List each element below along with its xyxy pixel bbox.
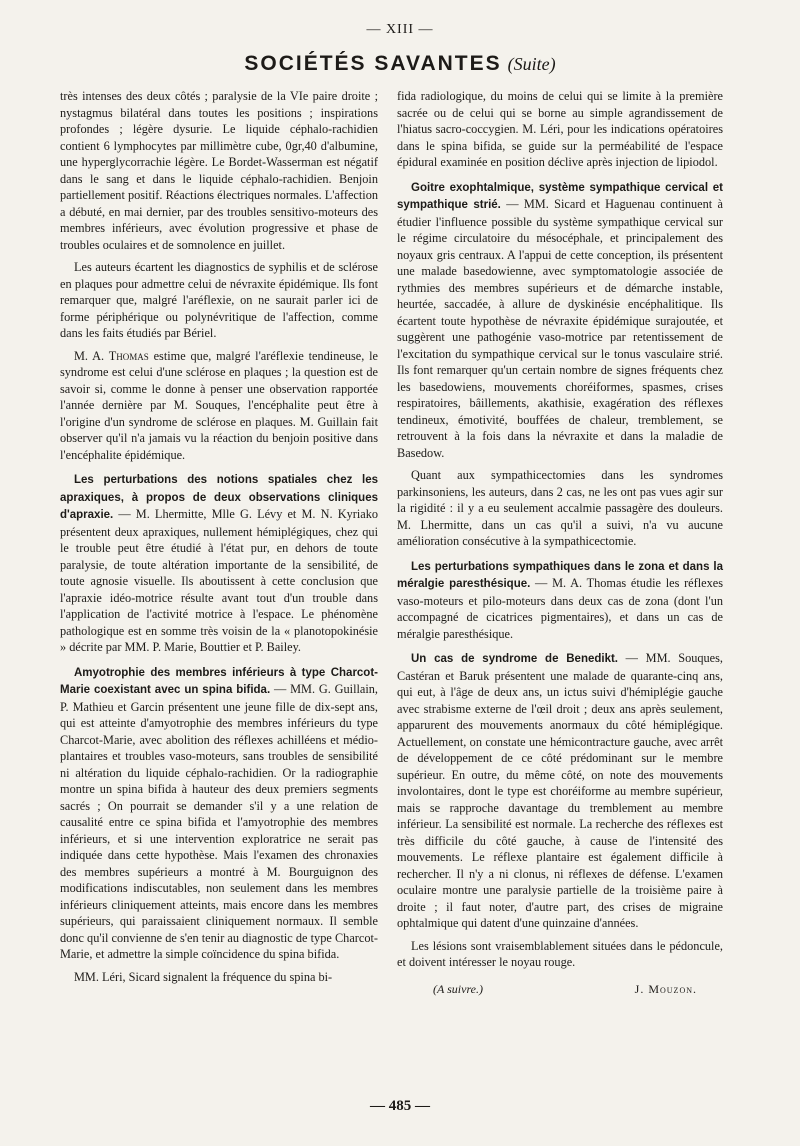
right-paragraph-sympathicectomies: Quant aux sympathicectomies dans les syndromes parkinsoniens, les auteurs, dans 2 cas, ne les ont pas vues agir sur la rigidité : il y a eu seulement accalmie passagère des douleurs. M. Lhermitte, dans un cas qu'il a suivi, n'a vu aucune amélioration consécutive à la sympathicectomie. (397, 468, 723, 548)
left-paragraph-3-name: M. A. Thomas (74, 348, 149, 363)
right-paragraph-1: fida radiologique, du moins de celui qui se limite à la première sacrée ou de celui qui se borne au simple agrandissement de l'hiatus sacro-coccygien. M. Léri, pour les indications opératoires dans le spina bifida, se guide sur la perméabilité de l'espace épidural examinée en position déclive après injection de lipiodol. (397, 89, 723, 169)
left-section-amyotrophie (60, 664, 378, 963)
page-number: — 485 — (370, 1098, 430, 1114)
roman-page-number: — XIII — (366, 22, 434, 37)
right-column (397, 88, 723, 997)
right-section-benedikt (397, 650, 723, 932)
section-title (0, 52, 800, 76)
right-section-goitre (397, 179, 723, 462)
left-paragraph-last: MM. Léri, Sicard signalent la fréquence du spina bi- (74, 969, 333, 984)
signature-line (397, 977, 723, 998)
left-column (60, 88, 378, 991)
zona-text: — M. A. Thomas étudie les réflexes vaso-moteurs et pilo-moteurs dans deux cas de zona (dont l'un accompagné de cicatrices pigmentaires), et dans un cas de méralgie paresthésique. (397, 576, 723, 641)
amyotrophie-text: — MM. G. Guillain, P. Mathieu et Garcin présentent une jeune fille de dix-sept ans, qui est atteinte d'amyotrophie des membres inférieurs du type Charcot-Marie, avec abolition des réflexes achilléens et médio-plantaires et troubles vaso-moteurs, sans troubles de sensibilité ni altération du liquide céphalo-rachidien. Or la radiographie montre un spina bifida à hauteur des deux premiers segments sacrés ; On pourrait se demander s'il y a une relation de causalité entre ce spina bifida et l'amyotrophie des membres inférieurs, et si une intervention exploratrice ne serait pas indiquée dans cette hypothèse. Mais l'examen des chronaxies des membres supérieurs a montré à M. Bourguignon des modifications indiscutables, non seulement dans les membres inférieurs cliniquement atteints, mais encore dans les membres supérieurs, qui paraissaient cliniquement normaux. Il semble donc qu'il convienne de s'en tenir au diagnostic de type Charcot-Marie, et admettre la simple coïncidence du spina bifida. (60, 682, 378, 961)
to-be-continued: (A suivre.) (433, 981, 483, 996)
left-paragraph-3 (60, 348, 378, 464)
section-title-suite: (Suite) (507, 54, 556, 74)
left-section-apraxie (60, 471, 378, 656)
left-paragraph-3-text: estime que, malgré l'aréflexie tendineuse, le syndrome est celui d'une sclérose en plaques ; la question est de savoir si, comme le donne à penser une observation rapportée l'année dernière par M. Souques, l'encéphalite peut être à l'origine d'un syndrome de sclérose en plaques. M. Guillain fait observer qu'il n'a jamais vu la réaction du benjoin positive dans l'encéphalite épidémique. (60, 348, 378, 462)
apraxie-heading: Les perturbations des notions spatiales chez les apraxiques, à propos de deux observations cliniques d'apraxie. (60, 474, 378, 521)
benedikt-text: — MM. Souques, Castéran et Baruk présentent une malade de quarante-cinq ans, qui eut, à l'âge de deux ans, un ictus suivi d'hémiplégie gauche avec strabisme externe de l'œil droit ; deux ans après seulement, apparurent des mouvements anormaux du côté hémiplégique. Actuellement, on constate une hémicontracture gauche, avec arrêt de développement de ce côté prédominant sur le membre supérieur. En outre, du même côté, on note des mouvements involontaires, dont le type est choréiforme au membre supérieur, mais se rapproche davantage du tremblement au membre inférieur. La sensibilité est normale. La recherche des réflexes est très difficile du côté gauche, à cause de l'intensité des mouvements. Le réflexe plantaire est également difficile à rechercher. Il n'y a ni clonus, ni réflexes de défense. L'examen oculaire montre une paralysie partielle de la troisième paire à droite ; il faut noter, d'autre part, des crises de migraine ophtalmique qui datent d'une quinzaine d'années. (397, 651, 723, 930)
goitre-heading: Goitre exophtalmique, système sympathique cervical et sympathique strié. (397, 181, 723, 211)
zona-heading: Les perturbations sympathiques dans le zona et dans la méralgie paresthésique. (397, 560, 723, 590)
left-paragraph-1: très intenses des deux côtés ; paralysie de la VIe paire droite ; nystagmus bilatéral dans toutes les positions ; inspirations profondes ; légère dysurie. Le liquide céphalo-rachidien contient 6 lymphocytes par millimètre cube, 0gr,40 d'albumine, une hyperglycorrachie légère. Le Bordet-Wasserman est négatif dans le sang et dans le liquide céphalo-rachidien. Benjoin partiellement positif. Réactions électriques normales. L'affection a débuté, en mai dernier, par des troubles sensitivo-moteurs des membres inférieurs, avec évolution progressive et phase de troubles oculaires et de somnolence en juillet. (60, 89, 378, 252)
section-title-text: SOCIÉTÉS SAVANTES (244, 52, 502, 75)
goitre-text: — MM. Sicard et Haguenau continuent à étudier l'influence possible du système sympathique cervical sur le régime circulatoire du mésocéphale, et principalement des noyaux gris centraux. A l'appui de cette conception, ils présentent une malade basedowienne, avec symptomatologie associée de rythmies des membres supérieurs et de démarche instable, heurtée, saccadée, à allure de dyskinésie encéphalitique. Ils écartent toute hypothèse de névraxite épidémique surajoutée, et suggèrent une pathogénie vaso-motrice par retentissement de l'excitation du sympathique cervical sur le tonus vasculaire strié. Ils font remarquer qu'un certain nombre de signes fréquents chez les basedowiens, mouvements choréiformes, spasmes, crises respiratoires, bâillements, akathisie, exagération des réflexes tendineux, émotivité, bouffées de chaleur, tremblement, se retrouvent à la fois dans la névraxite et dans la maladie de Basedow. (397, 197, 723, 460)
benedikt-heading: Un cas de syndrome de Benedikt. (411, 653, 619, 665)
apraxie-text: — M. Lhermitte, Mlle G. Lévy et M. N. Kyriako présentent deux apraxiques, nullement hémiplégiques, chez qui le trouble peut être étudié à l'état pur, en dehors de toute paralysie, de toute altération importante de la sensibilité, de toute agnosie visuelle. Ils aboutissent à cette conclusion que l'apraxie idéo-motrice résulte avant tout d'un trouble dans l'application de l'activité motrice à l'espace. Le phénomène pathologique est en somme très voisin de la « planotopokinésie » décrite par MM. P. Marie, Bouttier et P. Bailey. (60, 507, 378, 654)
right-paragraph-lesions: Les lésions sont vraisemblablement situées dans le pédoncule, et doivent intéresser le noyau rouge. (397, 938, 723, 969)
right-section-zona (397, 558, 723, 643)
author-signature: J. Mouzon. (634, 981, 697, 996)
amyotrophie-heading: Amyotrophie des membres inférieurs à type Charcot-Marie coexistant avec un spina bifida. (60, 666, 378, 696)
left-paragraph-2: Les auteurs écartent les diagnostics de syphilis et de sclérose en plaques pour admettre celui de névraxite épidémique. Ils font remarquer que, malgré l'aréflexie, on ne saurait parler ici de forme périphérique ou polynévritique de l'affection, comme dans les faits étudiés par Bériel. (60, 260, 378, 340)
